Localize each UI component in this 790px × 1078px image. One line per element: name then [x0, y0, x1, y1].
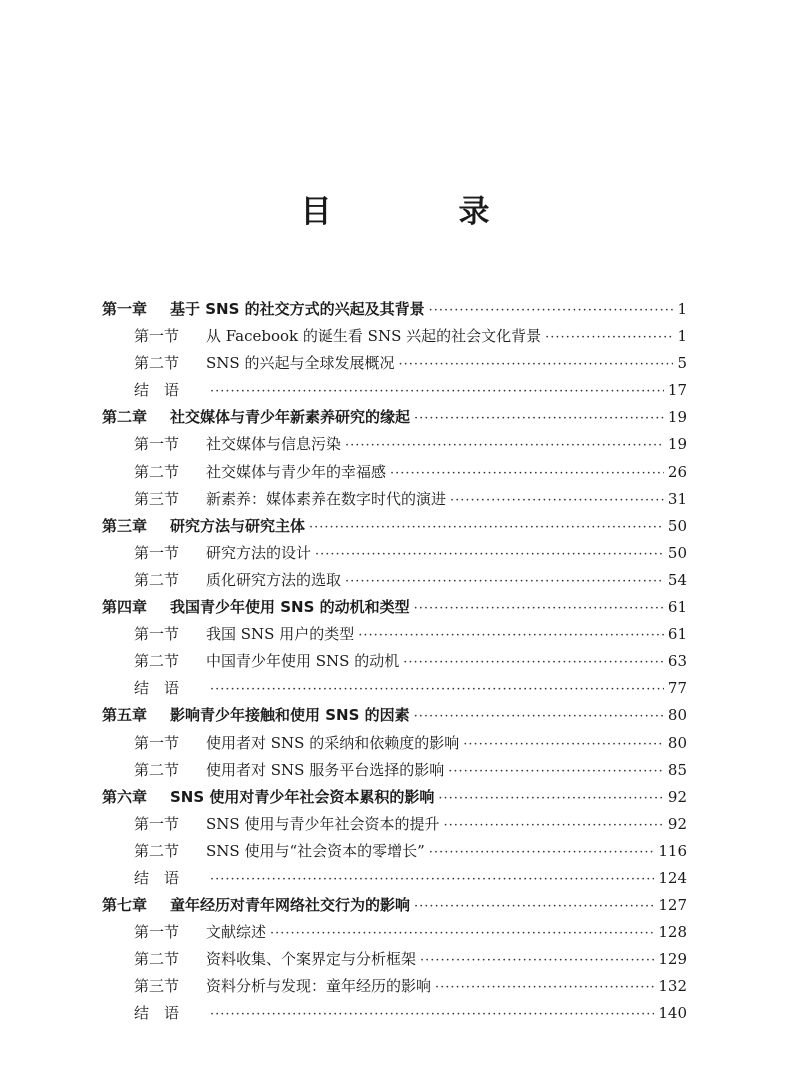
dot-leader — [545, 324, 673, 351]
toc-page-number: 5 — [677, 354, 687, 373]
toc-page-number: 92 — [667, 814, 687, 833]
toc-entry-label: 第三节 — [134, 977, 180, 996]
toc-page-number: 61 — [667, 625, 687, 644]
dot-leader — [429, 839, 655, 866]
toc-entry-title: 童年经历对青年网络社交行为的影响 — [170, 896, 411, 915]
toc-entry-label: 第一节 — [134, 543, 180, 562]
toc-entry-title: 社交媒体与信息污染 — [206, 435, 342, 454]
page-title: 目 录 — [300, 194, 538, 230]
toc-entry-title: 使用者对 SNS 的采纳和依赖度的影响 — [206, 733, 460, 752]
toc-entry-title: 新素养：媒体素养在数字时代的演进 — [206, 489, 447, 508]
toc-page-number: 50 — [667, 516, 687, 535]
dot-leader — [358, 622, 664, 649]
toc-section-entry — [102, 865, 687, 892]
toc-entry-label: 第一节 — [134, 733, 180, 752]
toc-entry-title: SNS 使用与“社会资本的零增长” — [206, 841, 425, 860]
dot-leader — [414, 595, 664, 622]
toc-entry-title: 文献综述 — [206, 923, 267, 942]
toc-chapter-entry — [102, 594, 687, 621]
dot-leader — [345, 568, 664, 595]
toc-entry-label: 第二节 — [134, 950, 180, 969]
dot-leader — [414, 703, 664, 730]
toc-page-number: 127 — [658, 896, 687, 915]
toc-page-number: 31 — [667, 489, 687, 508]
toc-entry-title: 从 Facebook 的诞生看 SNS 兴起的社会文化背景 — [206, 327, 542, 346]
toc-entry-title: 基于 SNS 的社交方式的兴起及其背景 — [170, 300, 425, 318]
dot-leader — [210, 676, 664, 703]
toc-chapter-entry — [102, 404, 687, 431]
toc-entry-label: 结 语 — [134, 868, 180, 887]
toc-page-number: 63 — [667, 652, 687, 671]
toc-page-number: 19 — [667, 435, 687, 454]
toc-section-entry — [102, 919, 687, 946]
toc-entry-label: 结 语 — [134, 679, 180, 698]
toc-entry-title: 中国青少年使用 SNS 的动机 — [206, 652, 400, 671]
toc-chapter-entry — [102, 702, 687, 729]
toc-entry-label: 第二节 — [134, 652, 180, 671]
dot-leader — [414, 405, 664, 432]
toc-chapter-entry — [102, 296, 687, 323]
toc-page-number: 61 — [667, 598, 687, 617]
dot-leader — [345, 432, 664, 459]
toc-entry-label: 第七章 — [102, 896, 148, 915]
toc-chapter-entry — [102, 513, 687, 540]
toc-entry-label: 第二节 — [134, 570, 180, 589]
toc-section-entry — [102, 946, 687, 973]
toc-entry-label: 第四章 — [102, 598, 148, 617]
toc-entry-title: 影响青少年接触和使用 SNS 的因素 — [170, 706, 410, 725]
toc-entry-label: 第一节 — [134, 435, 180, 454]
toc-entry-label: 第一节 — [134, 814, 180, 833]
toc-page-number: 1 — [677, 300, 687, 318]
toc-page-number: 17 — [667, 381, 687, 400]
toc-entry-title: 我国 SNS 用户的类型 — [206, 625, 355, 644]
dot-leader — [309, 514, 664, 541]
toc-section-entry — [102, 486, 687, 513]
toc-section-entry — [102, 757, 687, 784]
toc-chapter-entry — [102, 784, 687, 811]
toc-entry-title: SNS 使用与青少年社会资本的提升 — [206, 814, 440, 833]
toc-section-entry — [102, 350, 687, 377]
toc-entry-label: 第一节 — [134, 923, 180, 942]
dot-leader — [448, 758, 664, 785]
toc-page-number: 50 — [667, 543, 687, 562]
dot-leader — [270, 920, 654, 947]
dot-leader — [210, 378, 664, 405]
dot-leader — [315, 541, 664, 568]
toc-entry-title: 我国青少年使用 SNS 的动机和类型 — [170, 598, 410, 617]
dot-leader — [463, 731, 664, 758]
dot-leader — [420, 947, 654, 974]
toc-entry-label: 第二节 — [134, 354, 180, 373]
dot-leader — [390, 460, 664, 487]
toc-entry-title: 使用者对 SNS 服务平台选择的影响 — [206, 760, 445, 779]
toc-entry-title: 资料分析与发现：童年经历的影响 — [206, 977, 432, 996]
dot-leader — [438, 785, 664, 812]
toc-section-entry — [102, 323, 687, 350]
toc-section-entry — [102, 730, 687, 757]
toc-page-number: 128 — [658, 923, 687, 942]
toc-entry-label: 第三章 — [102, 516, 148, 535]
toc-entry-label: 第三节 — [134, 489, 180, 508]
toc-entry-title: SNS 的兴起与全球发展概况 — [206, 354, 395, 373]
dot-leader — [403, 649, 664, 676]
toc-section-entry — [102, 459, 687, 486]
toc-page-number: 132 — [658, 977, 687, 996]
dot-leader — [443, 812, 663, 839]
dot-leader — [210, 1001, 654, 1028]
toc-page-number: 116 — [658, 841, 687, 860]
toc-page-number: 80 — [667, 733, 687, 752]
toc-chapter-entry — [102, 892, 687, 919]
toc-page-number: 80 — [667, 706, 687, 725]
toc-page-number: 19 — [667, 408, 687, 427]
dot-leader — [210, 866, 654, 893]
dot-leader — [414, 893, 654, 920]
dot-leader — [435, 974, 654, 1001]
toc-entry-label: 第一节 — [134, 327, 180, 346]
toc-section-entry — [102, 540, 687, 567]
toc-entry-label: 第一章 — [102, 300, 148, 318]
toc-section-entry — [102, 838, 687, 865]
toc-section-entry — [102, 811, 687, 838]
toc-section-entry — [102, 567, 687, 594]
toc-entry-title: SNS 使用对青少年社会资本累积的影响 — [170, 787, 435, 806]
toc-entry-label: 第二节 — [134, 462, 180, 481]
toc-section-entry — [102, 621, 687, 648]
toc-entry-title: 研究方法的设计 — [206, 543, 312, 562]
table-of-contents — [102, 296, 687, 1028]
toc-page-number: 92 — [667, 787, 687, 806]
toc-page-number: 77 — [667, 679, 687, 698]
toc-entry-label: 结 语 — [134, 381, 180, 400]
toc-page-number: 26 — [667, 462, 687, 481]
toc-entry-label: 第五章 — [102, 706, 148, 725]
toc-section-entry — [102, 431, 687, 458]
toc-section-entry — [102, 1000, 687, 1027]
toc-entry-label: 第二章 — [102, 408, 148, 427]
toc-entry-title: 社交媒体与青少年新素养研究的缘起 — [170, 408, 411, 427]
toc-entry-title: 质化研究方法的选取 — [206, 570, 342, 589]
toc-section-entry — [102, 973, 687, 1000]
toc-section-entry — [102, 648, 687, 675]
toc-section-entry — [102, 675, 687, 702]
toc-page-number: 54 — [667, 570, 687, 589]
dot-leader — [450, 487, 664, 514]
toc-entry-title: 研究方法与研究主体 — [170, 516, 306, 535]
toc-page-number: 140 — [658, 1004, 687, 1023]
toc-entry-label: 第二节 — [134, 760, 180, 779]
toc-page-number: 129 — [658, 950, 687, 969]
toc-section-entry — [102, 377, 687, 404]
toc-page-number: 85 — [667, 760, 687, 779]
dot-leader — [429, 297, 674, 324]
toc-entry-label: 第一节 — [134, 625, 180, 644]
toc-page-number: 124 — [658, 868, 687, 887]
dot-leader — [398, 351, 673, 378]
toc-entry-label: 结 语 — [134, 1004, 180, 1023]
toc-entry-title: 社交媒体与青少年的幸福感 — [206, 462, 387, 481]
toc-entry-label: 第六章 — [102, 787, 148, 806]
toc-page-number: 1 — [677, 327, 687, 346]
toc-entry-label: 第二节 — [134, 841, 180, 860]
toc-entry-title: 资料收集、个案界定与分析框架 — [206, 950, 417, 969]
